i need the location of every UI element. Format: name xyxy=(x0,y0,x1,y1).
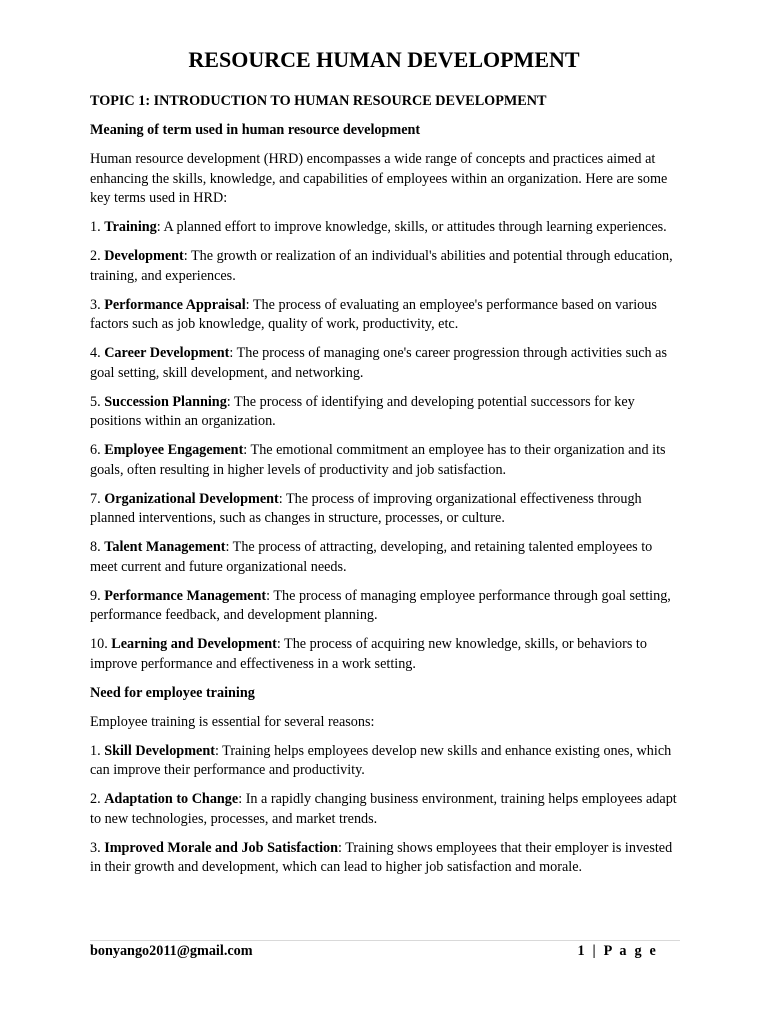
list-item xyxy=(90,587,680,626)
reasons-list xyxy=(90,742,680,878)
item-text: : Training helps employees develop new skills and enhance existing ones, which can improve their performance and productivity. xyxy=(90,742,672,778)
item-term: Skill Development xyxy=(104,742,215,759)
section-heading-training-need: Need for employee training xyxy=(90,684,255,701)
item-term: Adaptation to Change xyxy=(104,791,239,807)
section-intro-terms: Human resource development (HRD) encompasses a wide range of concepts and practices aimed at enhancing the skills, knowledge, and capabilities of employees within an organization. Here are some key terms used in HRD: xyxy=(90,151,668,206)
list-item xyxy=(90,839,680,878)
item-text: : In a rapidly changing business environment, training helps employees adapt to new technologies, processes, and market trends. xyxy=(90,791,677,827)
list-item xyxy=(90,296,680,335)
list-item xyxy=(90,490,680,529)
item-number: 6. xyxy=(90,442,101,458)
list-item xyxy=(90,393,680,432)
item-text: : The process of evaluating an employee's performance based on various factors such as job knowledge, quality of work, productivity, etc. xyxy=(90,296,657,332)
item-number: 9. xyxy=(90,587,101,604)
item-number: 1. xyxy=(90,219,101,235)
list-item xyxy=(90,441,680,480)
list-item xyxy=(90,218,680,238)
item-number: 5. xyxy=(90,393,101,410)
item-term: Succession Planning xyxy=(104,393,227,410)
item-text: : The process of identifying and developing potential successors for key positions within an organization. xyxy=(90,393,635,429)
item-term: Improved Morale and Job Satisfaction xyxy=(104,839,339,856)
page-title: RESOURCE HUMAN DEVELOPMENT xyxy=(188,47,580,72)
item-number: 8. xyxy=(90,539,101,555)
item-text: : The process of managing one's career progression through activities such as goal setting, skill development, and networking. xyxy=(90,345,667,381)
item-number: 2. xyxy=(90,248,101,264)
item-text: : The process of attracting, developing, and retaining talented employees to meet current and future organizational needs. xyxy=(90,539,653,575)
page-footer xyxy=(90,942,658,961)
topic-heading: TOPIC 1: INTRODUCTION TO HUMAN RESOURCE DEVELOPMENT xyxy=(90,93,547,109)
item-term: Learning and Development xyxy=(111,636,277,652)
list-item xyxy=(90,247,680,286)
item-number: 4. xyxy=(90,345,101,361)
terms-list xyxy=(90,218,680,674)
item-text: : The emotional commitment an employee has to their organization and its goals, often resulting in higher levels of productivity and job satisfaction. xyxy=(90,442,666,478)
item-number: 3. xyxy=(90,296,101,313)
item-number: 1. xyxy=(90,742,101,759)
item-term: Career Development xyxy=(104,345,230,361)
list-item xyxy=(90,344,680,383)
item-text: : The process of managing employee performance through goal setting, performance feedback, and development planning. xyxy=(90,587,671,623)
item-term: Performance Management xyxy=(104,587,267,604)
item-number: 7. xyxy=(90,490,101,507)
item-term: Employee Engagement xyxy=(104,442,244,458)
item-number: 3. xyxy=(90,839,101,856)
list-item xyxy=(90,538,680,577)
section-intro-training-need: Employee training is essential for several reasons: xyxy=(90,713,375,730)
list-item xyxy=(90,790,680,829)
item-text: : Training shows employees that their employer is invested in their growth and development, which can lead to higher job satisfaction and morale. xyxy=(90,839,673,875)
item-term: Training xyxy=(104,219,157,235)
item-term: Organizational Development xyxy=(104,490,279,507)
item-term: Talent Management xyxy=(104,539,226,555)
footer-divider xyxy=(90,940,680,941)
list-item xyxy=(90,635,680,674)
item-number: 2. xyxy=(90,791,101,807)
document-body xyxy=(90,92,680,887)
footer-email: bonyango2011@gmail.com xyxy=(90,943,253,959)
item-number: 10. xyxy=(90,636,108,652)
item-text: : The growth or realization of an individual's abilities and potential through education, training, and experiences. xyxy=(90,248,673,284)
page-number: 1 | P a g e xyxy=(577,943,658,959)
item-text: : The process of improving organizational effectiveness through planned interventions, such as changes in structure, processes, or culture. xyxy=(90,490,642,526)
list-item xyxy=(90,742,680,781)
item-text: : The process of acquiring new knowledge, skills, or behaviors to improve performance and effectiveness in a work setting. xyxy=(90,636,647,672)
section-heading-terms: Meaning of term used in human resource development xyxy=(90,122,421,138)
item-text: : A planned effort to improve knowledge, skills, or attitudes through learning experiences. xyxy=(156,219,667,235)
item-term: Development xyxy=(104,248,184,264)
item-term: Performance Appraisal xyxy=(104,296,246,313)
